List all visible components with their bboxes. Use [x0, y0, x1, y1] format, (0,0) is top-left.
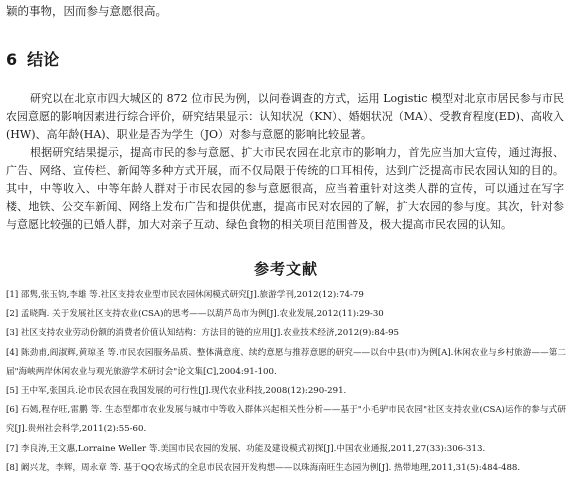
references-list	[6, 286, 566, 478]
previous-paragraph-fragment: 颖的事物，因而参与意愿很高。	[6, 4, 167, 18]
reference-item: [7] 李良涛,王文惠,Lorraine Weller 等.美国市民农园的发展、功能及建设模式初探[J].中国农业通报,2011,27(33):306-313.	[6, 443, 486, 454]
section-title: 结论	[27, 50, 60, 69]
reference-item: [5] 王中军,张国兵.论市民农园在我国发展的可行性[J].现代农业科技,2008(12):290-291.	[6, 386, 347, 397]
conclusion-paragraph-2: 根据研究结果提示，提高市民的参与意愿、扩大市民农园在北京市的影响力，首先应当加大宣传，通过海报、广告、网络、宣传栏、新闻等多种方式开展，而不仅局限于传统的口耳相传，达到广泛提高市民农园认知的目的。其中，中等收入、中等年龄人群对于市民农园的参与意愿很高，应当着重针对这类人群的宣传，可以通过在写字楼、地铁、公交车新闻、网络上发布广告和提供优惠，提高市民对农园的了解，扩大农园的参与度。其次，针对参与意愿比较强的已婚人群，加大对亲子互动、绿色食物的相关项目范围普及，极大提高市民农园的认知。	[6, 146, 564, 231]
conclusion-paragraph-1: 研究以在北京市四大城区的 872 位市民为例，以问卷调查的方式，运用 Logistic 模型对北京市居民参与市民农园意愿的影响因素进行综合评价，研究结果显示：认知状况（KN）、婚姻状况（MA）、受教育程度(ED)、高收入(HW)、高年龄(HA)、职业是否为学生（JO）对参与意愿的影响比较显著。	[6, 92, 564, 141]
reference-item: [1] 邵隽,张玉钧,李雄 等.社区支持农业型市民农园休闲模式研究[J].旅游学刊,2012(12):74-79	[6, 290, 364, 300]
reference-item: [4] 陈劲甫,阎淑辉,黄琼圣 等.市民农园服务品质、整体满意度、续约意愿与推荐意愿的研究——以台中县(市)为例[A].休闲农业与乡村旅游——第二届"海峡两岸休闲农业与观光旅游学术研讨会"论文集[C],2004:91-100.	[6, 347, 566, 377]
references-title: 参考文献	[253, 260, 318, 278]
section-number: 6	[6, 50, 18, 69]
reference-item: [8] 阚兴龙，李辉，周永章 等. 基于QQ农场式的全息市民农园开发构想——以珠海南旺生态园为例[J]. 热带地理,2011,31(5):484-488.	[6, 462, 521, 473]
reference-item: [2] 孟晓陶. 关于发展社区支持农业(CSA)的思考——以葫芦岛市为例[J].农业发展,2012(11):29-30	[6, 309, 384, 320]
section-heading	[6, 47, 59, 70]
reference-item: [6] 石嫣,程存旺,雷鹏 等. 生态型都市农业发展与城市中等收入群体兴起相关性分析——基于"小毛驴市民农园"社区支持农业(CSA)运作的参与式研究[J].贵州社会科学,2011(2):55-60.	[6, 405, 566, 435]
reference-item: [3] 社区支持农业劳动份额的消费者价值认知结构：方法目的链的应用[J].农业技术经济,2012(9):84-95	[6, 328, 400, 339]
